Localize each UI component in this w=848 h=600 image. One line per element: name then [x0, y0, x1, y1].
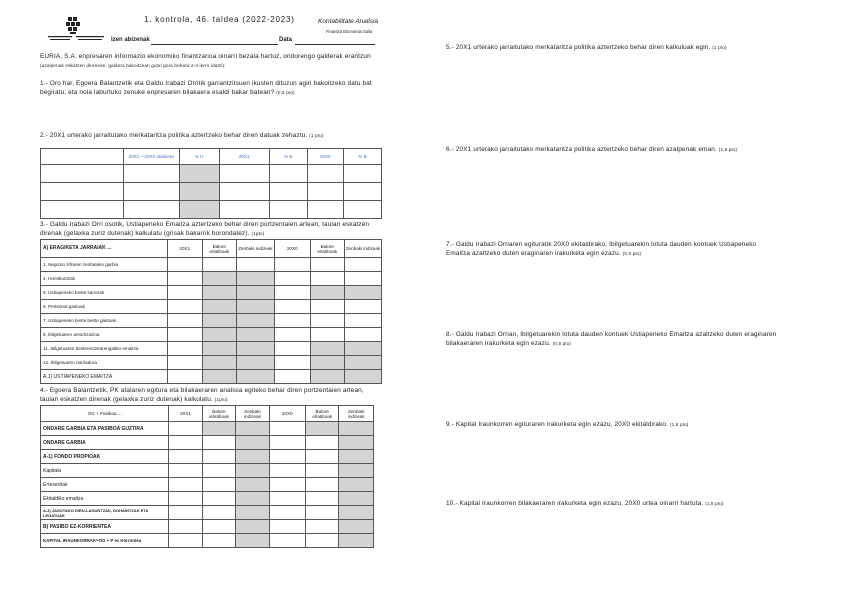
- t3-row-label: A-3) JASOTAKO DIRU-LAGUNTZAK, DOHAINTZAK ETA LEGATUAK: [41, 506, 169, 520]
- answer-cell[interactable]: [167, 258, 202, 272]
- question-8-text: 8.- Galdu Irabazi Orrian, Ibilgetuarekin lotuta dauden kontuek Ustiapeneko Emaitza azaltzeko duten eraginaren bilakaeraren irakurketa egin ezazu.: [446, 331, 777, 347]
- question-8: [446, 331, 782, 348]
- answer-cell[interactable]: [236, 258, 274, 272]
- question-9: [446, 421, 786, 430]
- question-3-text: 3.- Galdu Irabazi Orri osotik, Ustiapeneko Emaitza aztertzeko behar diren portzentaien artean, taulan eskatzen direnak (gelaxka zuriz dutenak) kalkulatu (grisak bakarrik borondatez).: [40, 221, 370, 237]
- answer-cell[interactable]: [274, 286, 310, 300]
- table-row: [41, 492, 374, 506]
- shaded-cell: [236, 506, 269, 520]
- shaded-cell: [236, 478, 269, 492]
- answer-cell[interactable]: [202, 464, 236, 478]
- question-4-text: 4.- Egoera Balantzetik, PK atalaren egitura eta bilakaeraren analisia egiteko behar diren portzentaien artean, taulan eskatzen direnak (gelaxka zuriz dutenak) kalkulatu.: [40, 387, 364, 403]
- table-row: [41, 300, 382, 314]
- answer-cell[interactable]: [269, 492, 305, 506]
- answer-cell[interactable]: [269, 520, 305, 534]
- answer-cell[interactable]: [305, 520, 339, 534]
- t3-row-label: A-1) FONDO PROPIOAK: [41, 450, 169, 464]
- t2-header-3: Zenbaki indizeak: [236, 240, 274, 258]
- t3-row-label: Erreserbak: [41, 478, 169, 492]
- answer-cell[interactable]: [274, 328, 310, 342]
- question-3: [40, 221, 380, 238]
- answer-cell[interactable]: [202, 520, 236, 534]
- table-row: [41, 506, 374, 520]
- t2-row-label: 7. Ustiapeneko beste beste gastuak: [41, 314, 168, 328]
- shaded-cell: [339, 478, 374, 492]
- shaded-cell: [202, 422, 236, 436]
- shaded-cell: [202, 286, 236, 300]
- shaded-cell: [236, 464, 269, 478]
- t2-header-2: Balore erlatiboak: [202, 240, 236, 258]
- shaded-cell: [236, 300, 274, 314]
- t1-header-2: % H: [179, 149, 219, 165]
- shaded-cell: [202, 342, 236, 356]
- t2-header-5: Balore erlatiboak: [310, 240, 344, 258]
- answer-cell[interactable]: [305, 534, 339, 548]
- t2-header-6: Zenbaki indizeak: [344, 240, 381, 258]
- answer-cell[interactable]: [123, 165, 179, 183]
- t2-row-label: 1. Negozio zifraren zenbateko garbia: [41, 258, 168, 272]
- question-7-text: 7.- Galdu Irabazi Orriaren egituratik 20X0 ekitaldirako, Ibilgetuarekin lotuta dauden kontuek Ustiapeneko Emaitza azaltzeko duten eraginaren irakurketa egin ezazu.: [446, 241, 757, 257]
- shaded-cell: [236, 356, 274, 370]
- table-row: [41, 464, 374, 478]
- answer-cell[interactable]: [344, 258, 381, 272]
- answer-cell[interactable]: [41, 201, 124, 219]
- question-2-text: 2.- 20X1 urterako jarraitutako merkataritza politika aztertzeko behar diren datuak zehaztu.: [40, 132, 308, 139]
- shaded-cell: [339, 492, 374, 506]
- t2-header-1: 20X1: [167, 240, 202, 258]
- shaded-cell: [236, 492, 269, 506]
- table-row: [41, 165, 382, 183]
- answer-cell[interactable]: [305, 464, 339, 478]
- table-row: [41, 436, 374, 450]
- table-row: [41, 520, 374, 534]
- answer-cell[interactable]: [310, 272, 344, 286]
- name-field[interactable]: [151, 44, 278, 45]
- answer-cell[interactable]: [167, 342, 202, 356]
- shaded-cell: [339, 464, 374, 478]
- answer-cell[interactable]: [344, 314, 381, 328]
- table-row: [41, 314, 382, 328]
- t3-header-2: Balore erlatiboak: [202, 406, 236, 422]
- answer-cell[interactable]: [269, 183, 307, 201]
- question-9-points: (1,5 pto): [670, 422, 689, 427]
- shaded-cell: [179, 165, 219, 183]
- shaded-cell: [344, 286, 381, 300]
- answer-cell[interactable]: [167, 272, 202, 286]
- answer-cell[interactable]: [310, 258, 344, 272]
- answer-cell[interactable]: [202, 450, 236, 464]
- answer-cell[interactable]: [167, 328, 202, 342]
- t1-header-6: % B: [343, 149, 381, 165]
- shaded-cell: [310, 286, 344, 300]
- answer-cell[interactable]: [169, 492, 202, 506]
- table-row: [41, 328, 382, 342]
- table-row: [41, 201, 382, 219]
- shaded-cell: [310, 342, 344, 356]
- shaded-cell: [339, 520, 374, 534]
- shaded-cell: [236, 534, 269, 548]
- table-row: [41, 534, 374, 548]
- table-row: [41, 272, 382, 286]
- date-field[interactable]: [295, 44, 375, 45]
- shaded-cell: [179, 201, 219, 219]
- answer-cell[interactable]: [343, 165, 381, 183]
- shaded-cell: [310, 356, 344, 370]
- answer-cell[interactable]: [310, 300, 344, 314]
- table-row: [41, 422, 374, 436]
- t2-row-label: 4. Hornikuntzak: [41, 272, 168, 286]
- t3-row-label: ONDARE GARBIA ETA PASIBOA GUZTIRA: [41, 422, 169, 436]
- intro-note: (azalpenak eskatzen direnean, galdera bakoitzean gutxi gora behera 2-4 lerro idatzi):: [40, 62, 226, 68]
- shaded-cell: [305, 422, 339, 436]
- answer-cell[interactable]: [274, 356, 310, 370]
- question-3-points: (1pto): [251, 230, 265, 236]
- table-operating-result: [40, 239, 382, 384]
- shaded-cell: [344, 370, 381, 384]
- t2-row-label: 8. Ibilgetuaren amortizazioa: [41, 328, 168, 342]
- t2-header-4: 20X0: [274, 240, 310, 258]
- t3-row-label: B) PASIBO EZ-KORRIENTEA: [41, 520, 169, 534]
- shaded-cell: [236, 436, 269, 450]
- shaded-cell: [236, 520, 269, 534]
- answer-cell[interactable]: [219, 201, 269, 219]
- answer-cell[interactable]: [167, 370, 202, 384]
- answer-cell[interactable]: [274, 342, 310, 356]
- answer-cell[interactable]: [274, 272, 310, 286]
- answer-cell[interactable]: [305, 478, 339, 492]
- question-5-text: 5.- 20X1 urterako jarraitutako merkataritza politika aztertzeko behar diren kalkuluak egin.: [446, 44, 711, 51]
- t3-header-4: 20X0: [269, 406, 305, 422]
- answer-cell[interactable]: [202, 436, 236, 450]
- question-2: [40, 132, 380, 141]
- answer-cell[interactable]: [169, 436, 202, 450]
- shaded-cell: [236, 422, 269, 436]
- table-row: [41, 258, 382, 272]
- answer-cell[interactable]: [202, 258, 236, 272]
- table-row: [41, 356, 382, 370]
- shaded-cell: [202, 300, 236, 314]
- answer-cell[interactable]: [344, 300, 381, 314]
- t3-row-label: KAPITAL IRAUNKORRAK=OG + P ez Korrontea: [41, 534, 169, 548]
- shaded-cell: [339, 436, 374, 450]
- t2-row-label: 5. Ustiapeneko beste sarrerak: [41, 286, 168, 300]
- shaded-cell: [202, 328, 236, 342]
- answer-cell[interactable]: [269, 450, 305, 464]
- shaded-cell: [202, 370, 236, 384]
- question-6-points: (1,5 pto): [718, 147, 738, 152]
- answer-cell[interactable]: [310, 314, 344, 328]
- answer-cell[interactable]: [307, 201, 343, 219]
- answer-cell[interactable]: [310, 328, 344, 342]
- answer-cell[interactable]: [202, 478, 236, 492]
- answer-cell[interactable]: [274, 370, 310, 384]
- answer-cell[interactable]: [269, 478, 305, 492]
- shaded-cell: [339, 422, 374, 436]
- answer-cell[interactable]: [343, 183, 381, 201]
- intro-paragraph: [40, 53, 380, 70]
- t1-header-0: [41, 149, 124, 165]
- shaded-cell: [344, 342, 381, 356]
- answer-cell[interactable]: [169, 534, 202, 548]
- shaded-cell: [236, 286, 274, 300]
- question-7: [446, 241, 782, 258]
- question-10-points: (1,5 pto): [705, 501, 724, 506]
- question-5: [446, 44, 786, 53]
- answer-cell[interactable]: [343, 201, 381, 219]
- answer-cell[interactable]: [167, 314, 202, 328]
- answer-cell[interactable]: [167, 286, 202, 300]
- date-label: Data: [279, 37, 293, 43]
- shaded-cell: [236, 272, 274, 286]
- t1-header-5: 20X0: [307, 149, 343, 165]
- name-label: Izen abizenak: [111, 37, 150, 43]
- answer-cell[interactable]: [169, 520, 202, 534]
- shaded-cell: [339, 506, 374, 520]
- answer-cell[interactable]: [269, 534, 305, 548]
- answer-cell[interactable]: [344, 272, 381, 286]
- answer-cell[interactable]: [123, 201, 179, 219]
- shaded-cell: [179, 183, 219, 201]
- t3-row-label: Kapitala: [41, 464, 169, 478]
- answer-cell[interactable]: [274, 314, 310, 328]
- answer-cell[interactable]: [169, 450, 202, 464]
- t3-row-label: ONDARE GARBIA: [41, 436, 169, 450]
- answer-cell[interactable]: [269, 165, 307, 183]
- answer-cell[interactable]: [219, 165, 269, 183]
- shaded-cell: [339, 450, 374, 464]
- t3-header-1: 20X1: [169, 406, 202, 422]
- question-4: [40, 387, 380, 404]
- shaded-cell: [236, 450, 269, 464]
- question-10: [446, 500, 786, 509]
- t3-header-6: Zenbaki indizeak: [339, 406, 374, 422]
- question-1-points: (0,5 pto): [276, 89, 295, 95]
- table-row: [41, 286, 382, 300]
- answer-cell[interactable]: [202, 506, 236, 520]
- answer-cell[interactable]: [344, 328, 381, 342]
- table-equity-liabilities: [40, 405, 374, 548]
- question-1-text: 1.- Oro har, Egoera Balantzetik eta Galdu Irabazi Orritik garrantzitsuen ikusten dituzun agiri bakoitzeko datu bat begiratu, eta nola laburtuko zenuke enpresaren bilakaera esaldi bakar batean?: [40, 80, 372, 96]
- answer-cell[interactable]: [274, 258, 310, 272]
- intro-text: EURIA, S.A. enpresaren informazio ekonomiko finantzarioa oinarri bezala hartuz, ondorengo galderak erantzun: [40, 53, 371, 60]
- t1-header-1: 20X1 – 20X0 aldaketa: [123, 149, 179, 165]
- table-row: [41, 370, 382, 384]
- answer-cell[interactable]: [269, 422, 305, 436]
- t3-row-label: Ekitaldiko emaitza: [41, 492, 169, 506]
- answer-cell[interactable]: [169, 464, 202, 478]
- table-commercial-policy: [40, 148, 382, 219]
- answer-cell[interactable]: [305, 492, 339, 506]
- answer-cell[interactable]: [169, 422, 202, 436]
- answer-cell[interactable]: [305, 506, 339, 520]
- question-10-text: 10.- Kapital Iraunkorren bilakaeraren irakurketa egin ezazu, 20X0 urtea oinarri hartuta.: [446, 500, 704, 507]
- answer-cell[interactable]: [202, 492, 236, 506]
- question-6-text: 6.- 20X1 urterako jarraitutako merkataritza politika aztertzeko behar diren azalpenak eman.: [446, 146, 717, 153]
- shaded-cell: [339, 534, 374, 548]
- answer-cell[interactable]: [305, 436, 339, 450]
- answer-cell[interactable]: [269, 201, 307, 219]
- question-7-points: (0,5 pto): [622, 250, 642, 256]
- subject-name: Kontabilitate Analisia: [318, 18, 379, 25]
- question-5-points: (1 pto): [712, 45, 727, 50]
- answer-cell[interactable]: [169, 506, 202, 520]
- exam-title: 1. kontrola, 46. taldea (2022-2023): [144, 15, 295, 24]
- t2-row-label: A.1) USTIAPENEKO EMAITZA: [41, 370, 168, 384]
- shaded-cell: [236, 314, 274, 328]
- shaded-cell: [310, 370, 344, 384]
- answer-cell[interactable]: [307, 165, 343, 183]
- question-8-points: (0,5 pto): [552, 340, 572, 346]
- answer-cell[interactable]: [269, 464, 305, 478]
- t3-header-3: Zenbaki indizeak: [236, 406, 269, 422]
- answer-cell[interactable]: [41, 165, 124, 183]
- t1-header-4: % B: [269, 149, 307, 165]
- t3-header-0: OG + Pasiboa ...: [41, 406, 169, 422]
- answer-cell[interactable]: [305, 450, 339, 464]
- university-logo: [46, 16, 108, 42]
- answer-cell[interactable]: [202, 534, 236, 548]
- answer-cell[interactable]: [307, 183, 343, 201]
- question-2-points: (1 pto): [309, 133, 324, 138]
- question-4-points: (1pto): [214, 396, 228, 402]
- shaded-cell: [344, 356, 381, 370]
- t2-row-label: 11. Ibilgetuaren besterentzearengatiko emaitza: [41, 342, 168, 356]
- question-1: [40, 80, 380, 97]
- answer-cell[interactable]: [269, 506, 305, 520]
- shaded-cell: [202, 272, 236, 286]
- t3-header-5: Balore erlatiboak: [305, 406, 339, 422]
- answer-cell[interactable]: [169, 478, 202, 492]
- table-row: [41, 342, 382, 356]
- answer-cell[interactable]: [269, 436, 305, 450]
- t2-row-label: 12. Ibilgetuaren narriadura: [41, 356, 168, 370]
- answer-cell[interactable]: [167, 356, 202, 370]
- t1-header-3: 20X1: [219, 149, 269, 165]
- answer-cell[interactable]: [219, 183, 269, 201]
- shaded-cell: [202, 356, 236, 370]
- table-row: [41, 450, 374, 464]
- shaded-cell: [202, 314, 236, 328]
- table-row: [41, 478, 374, 492]
- question-6: [446, 146, 786, 155]
- t2-header-0: A) ERAGIKETA JARRAIAK ...: [41, 240, 168, 258]
- question-9-text: 9.- Kapital Iraunkorren egituraren irakurketa egin ezazu, 20X0 ekitaldirako.: [446, 421, 669, 428]
- department-name: Finantza Ekonomia Saila: [326, 29, 373, 34]
- shaded-cell: [236, 328, 274, 342]
- t2-row-label: 6. Pertsonal gastuak: [41, 300, 168, 314]
- answer-cell[interactable]: [274, 300, 310, 314]
- shaded-cell: [236, 370, 274, 384]
- answer-cell[interactable]: [41, 183, 124, 201]
- shaded-cell: [236, 342, 274, 356]
- answer-cell[interactable]: [167, 300, 202, 314]
- answer-cell[interactable]: [123, 183, 179, 201]
- table-row: [41, 183, 382, 201]
